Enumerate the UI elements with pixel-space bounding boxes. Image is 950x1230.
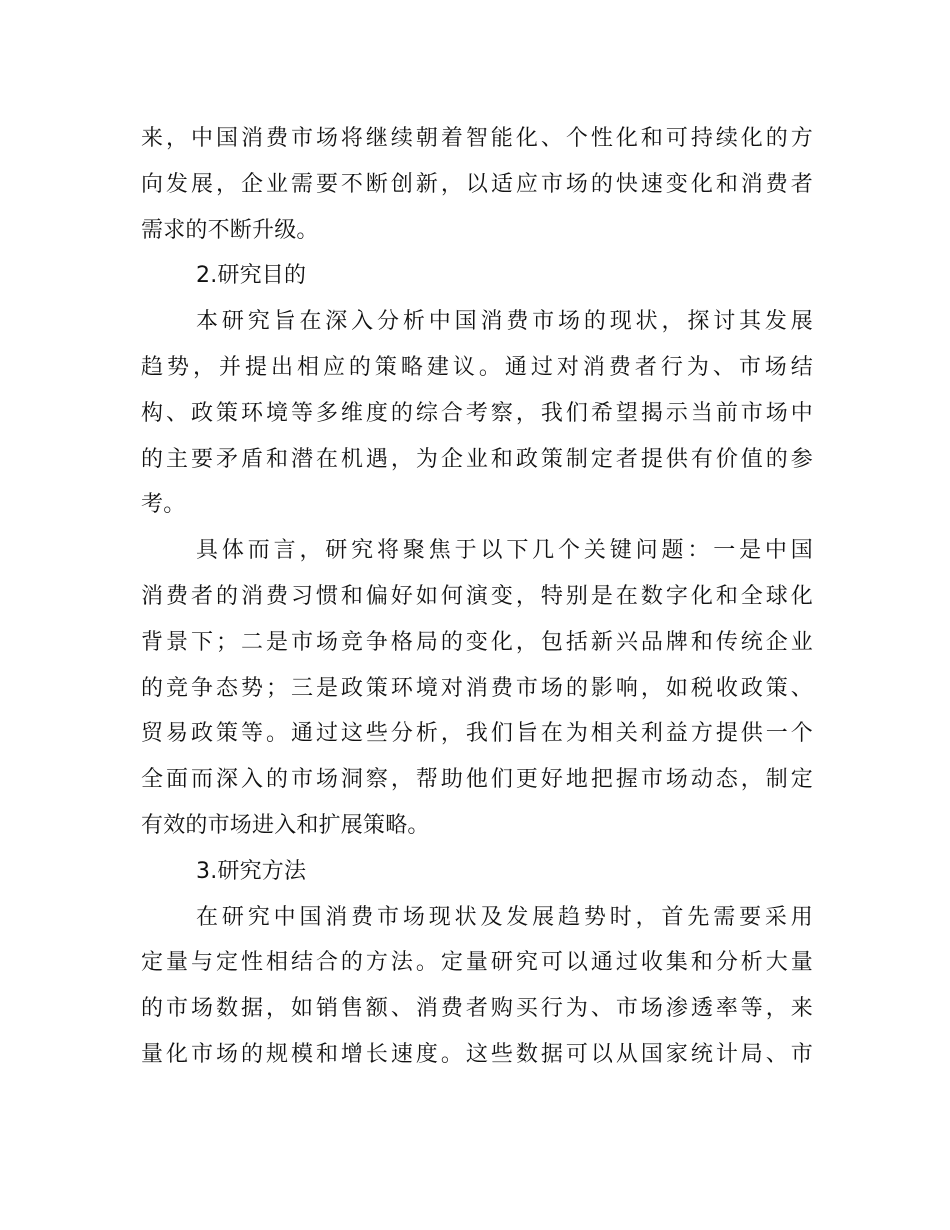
text-line: 消费者的消费习惯和偏好如何演变，特别是在数字化和全球化	[141, 583, 813, 609]
text-line: 有效的市场进入和扩展策略。	[141, 812, 430, 838]
text-line: 向发展，企业需要不断创新，以适应市场的快速变化和消费者	[141, 171, 813, 197]
text-line: 本研究旨在深入分析中国消费市场的现状，探讨其发展	[196, 309, 813, 335]
text-line: 考。	[141, 492, 186, 518]
text-line: 来，中国消费市场将继续朝着智能化、个性化和可持续化的方	[141, 126, 813, 151]
text-line: 定量与定性相结合的方法。定量研究可以通过收集和分析大量	[141, 950, 813, 976]
paragraph-continuation	[141, 116, 813, 253]
text-line: 在研究中国消费市场现状及发展趋势时，首先需要采用	[196, 904, 813, 930]
section-heading-research-method: 3.研究方法	[196, 858, 307, 884]
text-line: 具体而言，研究将聚焦于以下几个关键问题：一是中国	[196, 538, 813, 564]
paragraph-key-questions	[141, 528, 813, 849]
document-body	[141, 116, 813, 1078]
text-line: 的市场数据，如销售额、消费者购买行为、市场渗透率等，来	[141, 996, 813, 1022]
text-line: 贸易政策等。通过这些分析，我们旨在为相关利益方提供一个	[141, 721, 813, 747]
text-line: 构、政策环境等多维度的综合考察，我们希望揭示当前市场中	[141, 400, 813, 426]
text-line: 背景下；二是市场竞争格局的变化，包括新兴品牌和传统企业	[141, 629, 813, 655]
text-line: 全面而深入的市场洞察，帮助他们更好地把握市场动态，制定	[141, 767, 813, 793]
paragraph-research-method	[141, 895, 813, 1078]
text-line: 需求的不断升级。	[141, 217, 319, 243]
text-line: 的竞争态势；三是政策环境对消费市场的影响，如税收政策、	[141, 675, 813, 701]
text-line: 量化市场的规模和增长速度。这些数据可以从国家统计局、市	[141, 1041, 813, 1067]
text-line: 的主要矛盾和潜在机遇，为企业和政策制定者提供有价值的参	[141, 446, 813, 472]
text-line: 趋势，并提出相应的策略建议。通过对消费者行为、市场结	[141, 354, 813, 380]
paragraph-research-purpose	[141, 299, 813, 528]
section-heading-research-purpose: 2.研究目的	[196, 263, 307, 289]
